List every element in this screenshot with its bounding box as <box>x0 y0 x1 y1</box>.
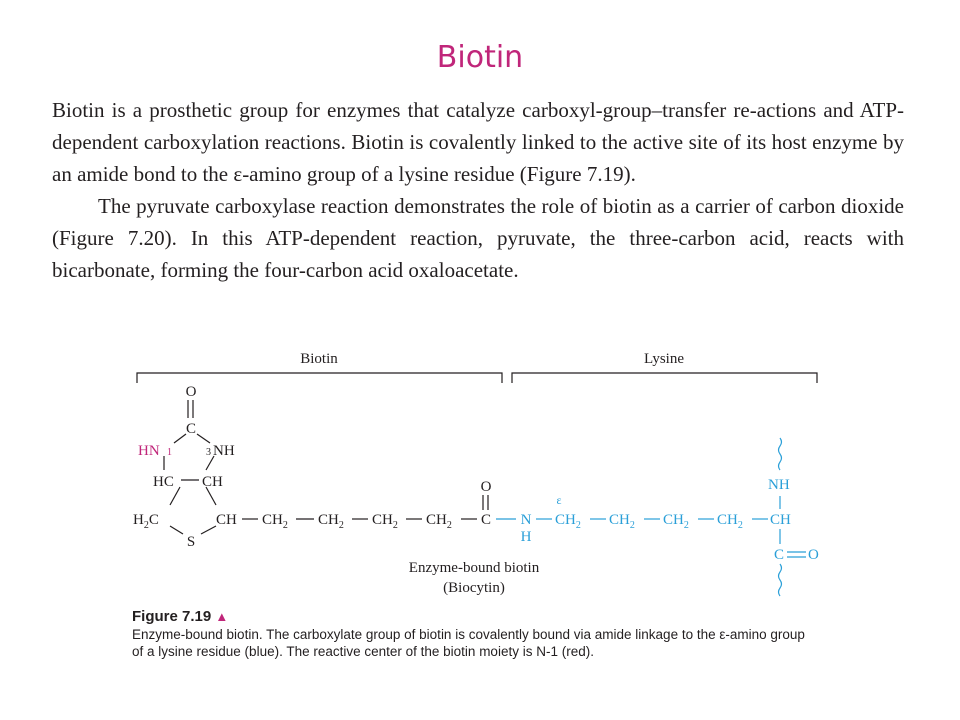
ch2-4: $CH_2$ <box>426 512 452 531</box>
body-text <box>52 94 904 286</box>
lys-ch2-4: $CH_2$ <box>717 512 743 531</box>
caption-text: Enzyme-bound biotin. The carboxylate group of biotin is covalently bound via amide linkage to the ε-amino group of a lysine residue (blue). The reactive center of the biotin moiety is N-1 (red). <box>132 627 805 659</box>
sulfur-atom: S <box>186 534 196 550</box>
triangle-marker-icon: ▲ <box>215 609 229 624</box>
epsilon-label: ε <box>556 493 562 507</box>
lys-nh: NH <box>768 477 790 493</box>
caption-title: Figure 7.19 ▲ <box>132 608 229 625</box>
figure-label-line1: Enzyme-bound biotin <box>408 560 540 576</box>
figure-label-line2: (Biocytin) <box>443 580 505 596</box>
paragraph-2: The pyruvate carboxylase reaction demonstrates the role of biotin as a carrier of carbon dioxide (Figure 7.20). In this ATP-dependent reaction, pyruvate, the three-carbon acid, reacts with bicarbonate, forming the four-carbon acid oxaloacetate. <box>52 194 904 282</box>
ch-top-atom: CH <box>202 474 223 490</box>
ch2-1: $CH_2$ <box>262 512 288 531</box>
ring-carbonyl-carbon: C <box>185 421 197 437</box>
h2c-atom: $H_2C$ <box>133 512 159 531</box>
lysine-atoms <box>521 477 819 563</box>
amide-hydrogen: H <box>520 529 532 545</box>
lys-ch2-1: $CH_2$ <box>555 512 581 531</box>
lys-alpha-ch: CH <box>770 512 791 528</box>
paragraph-1: Biotin is a prosthetic group for enzymes that catalyze carboxyl-group–transfer re-actions and ATP-dependent carboxylation reactions. Biotin is covalently linked to the active site of its host enzyme by an amide bond to the ε-amino group of a lysine residue (Figure 7.19). <box>52 98 904 186</box>
n3-nh: NH <box>213 443 235 459</box>
lys-carbonyl-o: O <box>808 547 819 563</box>
biotin-bracket <box>137 373 502 383</box>
ch2-2: $CH_2$ <box>318 512 344 531</box>
lys-ch2-2: $CH_2$ <box>609 512 635 531</box>
lysine-bracket-label: Lysine <box>644 351 684 367</box>
hc-atom: HC <box>153 474 174 490</box>
lys-ch2-3: $CH_2$ <box>663 512 689 531</box>
carbonyl-carbon: C <box>480 512 492 528</box>
n3-number: 3 <box>206 447 211 458</box>
carbonyl-oxygen: O <box>480 479 492 495</box>
ch2-3: $CH_2$ <box>372 512 398 531</box>
ch-ring-atom: CH <box>216 512 237 528</box>
amide-nitrogen: N <box>520 512 532 528</box>
n1-number: 1 <box>167 447 172 458</box>
biocytin-structure-figure <box>0 330 960 605</box>
figure-caption <box>132 608 812 660</box>
page-title: Biotin <box>436 40 524 75</box>
lys-carbonyl-c: C <box>774 547 785 563</box>
n1-hn: HN <box>138 443 160 459</box>
biotin-bracket-label: Biotin <box>300 351 338 367</box>
lysine-bracket <box>512 373 817 383</box>
ring-carbonyl-oxygen: O <box>185 384 197 400</box>
lysine-bonds <box>496 438 806 596</box>
